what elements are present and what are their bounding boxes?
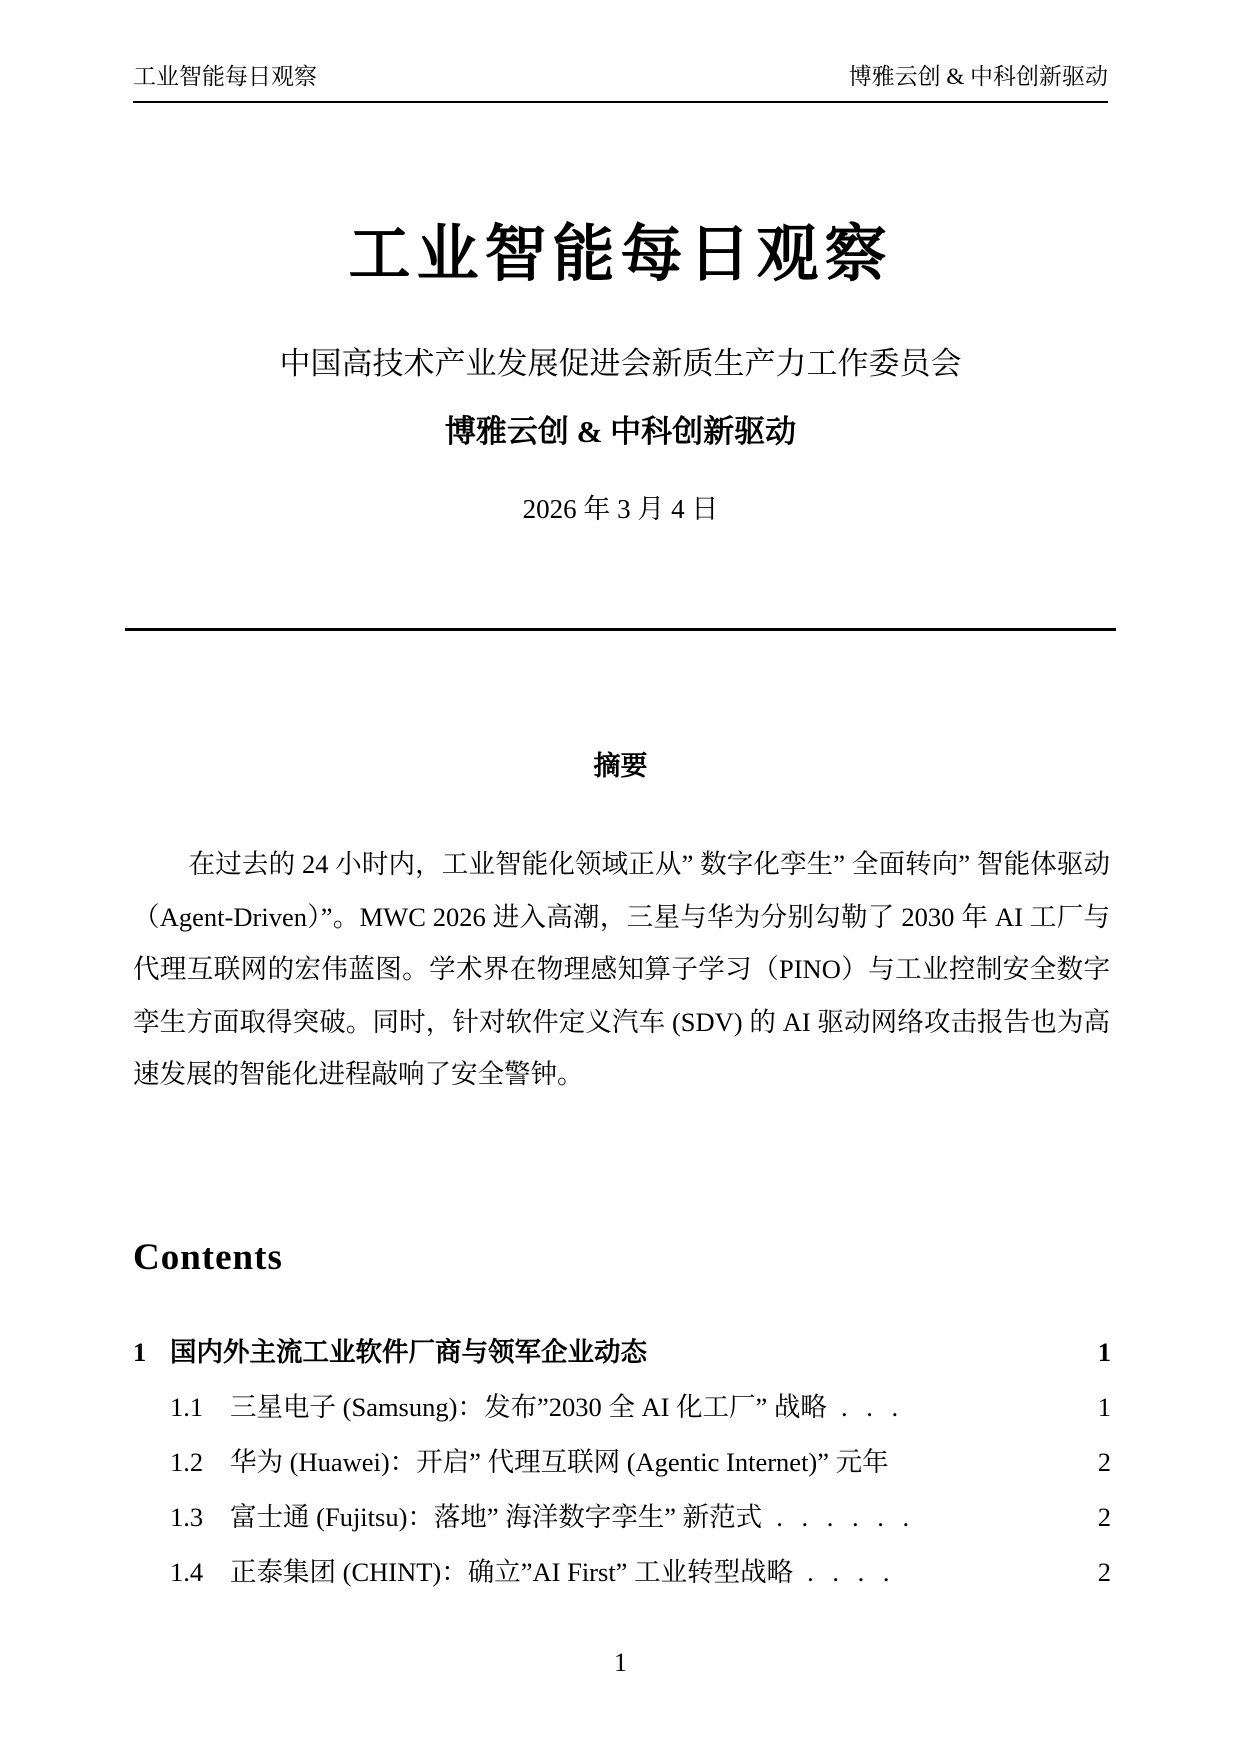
toc-entry-page: 1 (1097, 1392, 1111, 1422)
contents-heading: Contents (133, 1237, 283, 1278)
toc-entry-page: 2 (1097, 1557, 1111, 1587)
footer-page-number: 1 (614, 1648, 627, 1677)
title-separator-rule (125, 628, 1116, 631)
toc-entry-label: 国内外主流工业软件厂商与领军企业动态 (170, 1337, 647, 1367)
running-header-right: 博雅云创 & 中科创新驱动 (848, 64, 1108, 89)
toc-entry-label: 华为 (Huawei)：开启” 代理互联网 (Agentic Internet)” 元年 (230, 1447, 889, 1477)
toc-entry-label: 三星电子 (Samsung)：发布”2030 全 AI 化工厂” 战略 (230, 1392, 827, 1422)
document-date: 2026 年 3 月 4 日 (522, 494, 719, 524)
toc-entry-page: 2 (1097, 1502, 1111, 1532)
toc-entry-number: 1.3 (170, 1502, 204, 1532)
toc-entry-page: 1 (1097, 1337, 1111, 1367)
toc-entry-section-1[interactable] (133, 1330, 1111, 1385)
running-header (133, 58, 1108, 91)
toc-entry-1-1[interactable] (133, 1385, 1111, 1440)
running-header-left: 工业智能每日观察 (133, 64, 317, 89)
toc-entry-dots: . . . . . . (776, 1502, 916, 1532)
toc-entry-label: 富士通 (Fujitsu)：落地” 海洋数字孪生” 新范式 (230, 1502, 763, 1532)
abstract-heading: 摘要 (593, 751, 648, 781)
toc-entry-label: 正泰集团 (CHINT)：确立”AI First” 工业转型战略 (230, 1557, 794, 1587)
toc-entry-page: 2 (1097, 1447, 1111, 1477)
abstract-text: 在过去的 24 小时内，工业智能化领域正从” 数字化孪生” 全面转向” 智能体驱动（Agent-Driven）”。MWC 2026 进入高潮，三星与华为分别勾勒了 2030 年 AI 工厂与代理互联网的宏伟蓝图。学术界在物理感知算子学习（PINO）与工业控制安全数字孪生方面取得突破。同时，针对软件定义汽车 (SDV) 的 AI 驱动网络攻击报告也为高速发展的智能化进程敲响了安全警钟。 (133, 849, 1110, 1089)
toc-entry-number: 1.2 (170, 1447, 204, 1477)
toc-entry-1-2[interactable] (133, 1440, 1111, 1495)
document-title: 工业智能每日观察 (348, 221, 893, 289)
toc-entry-number: 1.4 (170, 1557, 204, 1587)
table-of-contents (133, 1330, 1111, 1605)
toc-entry-dots: . . . (840, 1392, 905, 1422)
header-rule (133, 101, 1108, 103)
toc-entry-1-3[interactable] (133, 1495, 1111, 1550)
toc-entry-1-4[interactable] (133, 1550, 1111, 1605)
toc-entry-number: 1 (133, 1337, 147, 1367)
toc-entry-dots: . . . . (807, 1557, 896, 1587)
toc-entry-number: 1.1 (170, 1392, 204, 1422)
document-authors: 博雅云创 & 中科创新驱动 (444, 414, 797, 449)
document-subtitle: 中国高技术产业发展促进会新质生产力工作委员会 (279, 346, 962, 381)
